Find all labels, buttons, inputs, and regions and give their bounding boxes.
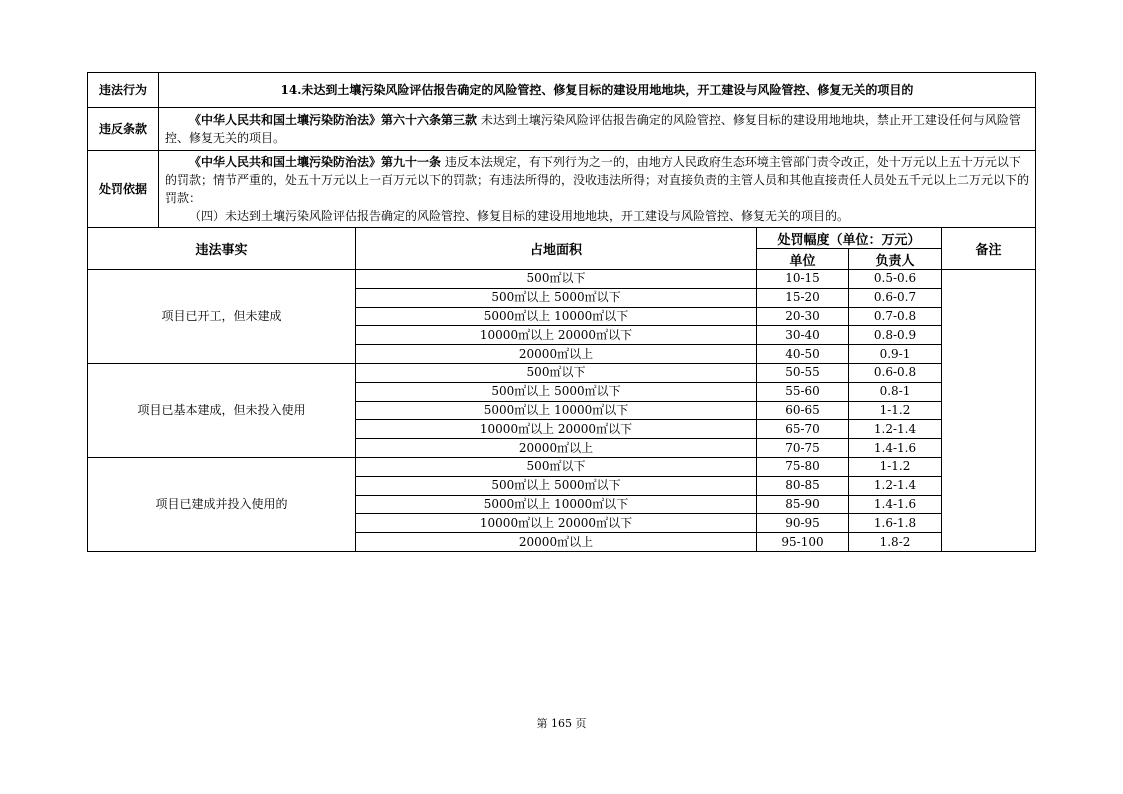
col-person-header: 负责人 <box>849 249 942 270</box>
unit-fine-cell: 65-70 <box>757 420 849 439</box>
unit-fine-cell: 20-30 <box>757 307 849 326</box>
person-fine-cell: 0.7-0.8 <box>849 307 942 326</box>
basis-label: 处罚依据 <box>88 151 159 228</box>
violation-fact-cell: 项目已开工，但未建成 <box>88 270 356 364</box>
document-sheet <box>87 72 1035 552</box>
unit-fine-cell: 95-100 <box>757 533 849 552</box>
area-cell: 5000㎡以上 10000㎡以下 <box>356 307 757 326</box>
unit-fine-cell: 40-50 <box>757 345 849 364</box>
violation-fact-cell: 项目已基本建成，但未投入使用 <box>88 363 356 457</box>
unit-fine-cell: 90-95 <box>757 514 849 533</box>
person-fine-cell: 0.6-0.8 <box>849 363 942 382</box>
area-cell: 20000㎡以上 <box>356 533 757 552</box>
unit-fine-cell: 75-80 <box>757 457 849 476</box>
person-fine-cell: 1.2-1.4 <box>849 476 942 495</box>
remark-cell <box>942 270 1036 552</box>
basis-text: 违反本法规定，有下列行为之一的，由地方人民政府生态环境主管部门责令改正，处十万元以上五十万元以下的罚款；情节严重的，处五十万元以上一百万元以下的罚款；有违法所得的，没收违法所得；对直接负责的主管人员和其他直接责任人员处五千元以上二万元以下的罚款： <box>165 155 1030 205</box>
violation-row <box>88 73 1036 108</box>
unit-fine-cell: 60-65 <box>757 401 849 420</box>
page-number: 第 165 页 <box>536 717 587 730</box>
table-row <box>88 270 1036 289</box>
basis-row <box>88 151 1036 228</box>
clause-label: 违反条款 <box>88 108 159 151</box>
col-area-header: 占地面积 <box>356 228 757 270</box>
person-fine-cell: 1.4-1.6 <box>849 439 942 458</box>
area-cell: 10000㎡以上 20000㎡以下 <box>356 420 757 439</box>
violation-label: 违法行为 <box>88 73 159 108</box>
col-range-header: 处罚幅度（单位：万元） <box>757 228 942 249</box>
clause-law: 《中华人民共和国土壤污染防治法》第六十六条第三款 <box>189 113 478 127</box>
unit-fine-cell: 55-60 <box>757 382 849 401</box>
area-cell: 20000㎡以上 <box>356 345 757 364</box>
table-row <box>88 457 1036 476</box>
penalty-table-body <box>88 270 1036 552</box>
person-fine-cell: 0.9-1 <box>849 345 942 364</box>
violation-fact-cell: 项目已建成并投入使用的 <box>88 457 356 551</box>
col-remark-header: 备注 <box>942 228 1036 270</box>
violation-title: 14.未达到土壤污染风险评估报告确定的风险管控、修复目标的建设用地地块，开工建设与风险管控、修复无关的项目的 <box>159 73 1036 108</box>
person-fine-cell: 0.8-1 <box>849 382 942 401</box>
penalty-table <box>87 227 1036 552</box>
table-row <box>88 363 1036 382</box>
area-cell: 500㎡以上 5000㎡以下 <box>356 382 757 401</box>
area-cell: 5000㎡以上 10000㎡以下 <box>356 401 757 420</box>
unit-fine-cell: 50-55 <box>757 363 849 382</box>
penalty-header-row-1 <box>88 228 1036 249</box>
person-fine-cell: 1.4-1.6 <box>849 495 942 514</box>
unit-fine-cell: 80-85 <box>757 476 849 495</box>
law-info-table <box>87 72 1036 228</box>
basis-law: 《中华人民共和国土壤污染防治法》第九十一条 <box>189 155 442 169</box>
person-fine-cell: 0.5-0.6 <box>849 270 942 289</box>
basis-item: （四）未达到土壤污染风险评估报告确定的风险管控、修复目标的建设用地地块，开工建设与风险管控、修复无关的项目的。 <box>189 209 850 223</box>
person-fine-cell: 1-1.2 <box>849 401 942 420</box>
unit-fine-cell: 15-20 <box>757 288 849 307</box>
unit-fine-cell: 85-90 <box>757 495 849 514</box>
clause-row <box>88 108 1036 151</box>
person-fine-cell: 1.2-1.4 <box>849 420 942 439</box>
unit-fine-cell: 10-15 <box>757 270 849 289</box>
basis-content <box>159 151 1036 228</box>
clause-content <box>159 108 1036 151</box>
person-fine-cell: 1.8-2 <box>849 533 942 552</box>
area-cell: 20000㎡以上 <box>356 439 757 458</box>
area-cell: 10000㎡以上 20000㎡以下 <box>356 514 757 533</box>
col-fact-header: 违法事实 <box>88 228 356 270</box>
person-fine-cell: 0.6-0.7 <box>849 288 942 307</box>
area-cell: 10000㎡以上 20000㎡以下 <box>356 326 757 345</box>
person-fine-cell: 0.8-0.9 <box>849 326 942 345</box>
clause-text: 未达到土壤污染风险评估报告确定的风险管控、修复目标的建设用地地块，禁止开工建设任何与风险管控、修复无关的项目。 <box>165 113 1021 145</box>
area-cell: 500㎡以上 5000㎡以下 <box>356 288 757 307</box>
col-unit-header: 单位 <box>757 249 849 270</box>
person-fine-cell: 1.6-1.8 <box>849 514 942 533</box>
area-cell: 5000㎡以上 10000㎡以下 <box>356 495 757 514</box>
area-cell: 500㎡以下 <box>356 270 757 289</box>
unit-fine-cell: 30-40 <box>757 326 849 345</box>
area-cell: 500㎡以上 5000㎡以下 <box>356 476 757 495</box>
area-cell: 500㎡以下 <box>356 363 757 382</box>
person-fine-cell: 1-1.2 <box>849 457 942 476</box>
unit-fine-cell: 70-75 <box>757 439 849 458</box>
area-cell: 500㎡以下 <box>356 457 757 476</box>
